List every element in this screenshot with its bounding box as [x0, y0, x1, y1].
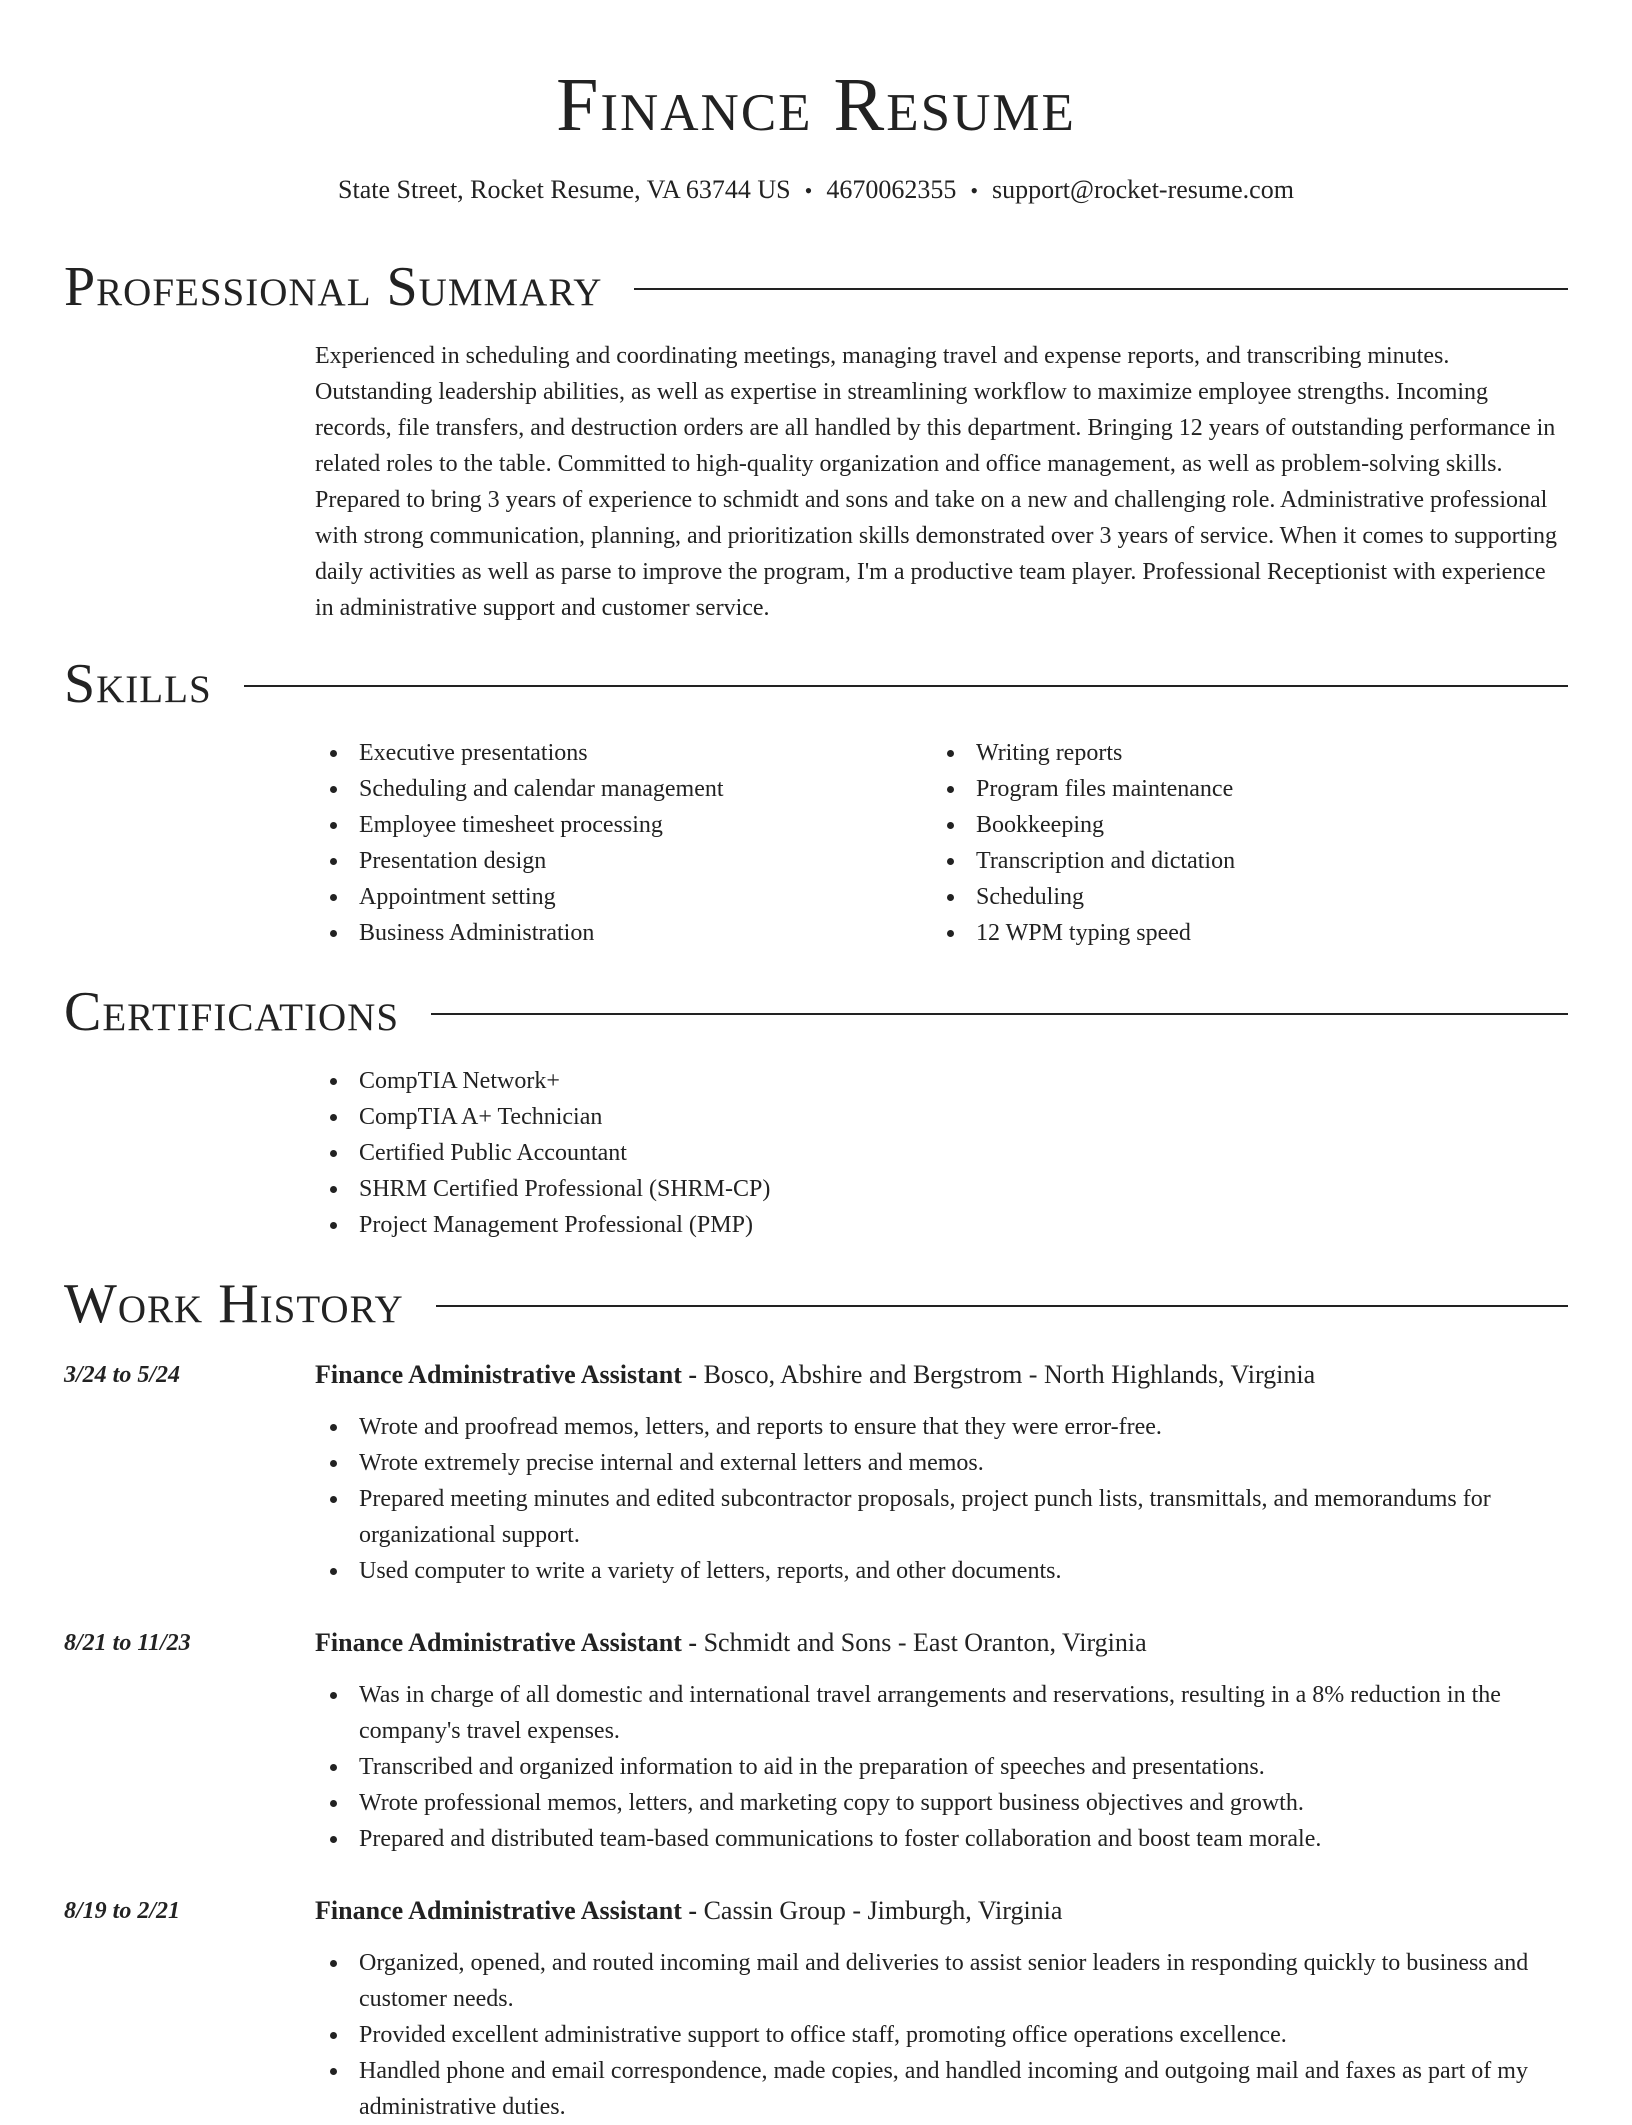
- section-divider: [436, 1305, 1568, 1307]
- section-title: Skills: [64, 653, 212, 715]
- skill-item: Employee timesheet processing: [315, 807, 724, 843]
- certification-item: CompTIA Network+: [315, 1063, 770, 1099]
- job-dash: -: [681, 1628, 704, 1657]
- job-bullet-item: Handled phone and email correspondence, made copies, and handled incoming and outgoing mail and faxes as part of my administrative duties.: [315, 2053, 1570, 2125]
- skill-item: Program files maintenance: [932, 771, 1235, 807]
- contact-address: State Street, Rocket Resume, VA 63744 US: [338, 175, 791, 204]
- skill-item: Bookkeeping: [932, 807, 1235, 843]
- section-divider: [244, 685, 1568, 687]
- section-divider: [634, 288, 1568, 290]
- skill-item: Writing reports: [932, 735, 1235, 771]
- job-bullet-item: Used computer to write a variety of letters, reports, and other documents.: [315, 1553, 1570, 1589]
- skill-item: Appointment setting: [315, 879, 724, 915]
- summary-text: Experienced in scheduling and coordinating meetings, managing travel and expense reports, and transcribing minutes. Outstanding leadership abilities, as well as expertise in streamlining workflow to maximize employee strengths. Incoming records, file transfers, and destruction orders are all handled by this department. Bringing 12 years of outstanding performance in related roles to the table. Committed to high-quality organization and office management, as well as problem-solving skills. Prepared to bring 3 years of experience to schmidt and sons and take on a new and challenging role. Administrative professional with strong communication, planning, and prioritization skills demonstrated over 3 years of service. When it comes to supporting daily activities as well as parse to improve the program, I'm a productive team player. Professional Receptionist with experience in administrative support and customer service.: [315, 343, 1557, 621]
- contact-separator: •: [804, 178, 813, 203]
- skill-item: Transcription and dictation: [932, 843, 1235, 879]
- resume-title: Finance Resume: [556, 63, 1076, 147]
- contact-email: support@rocket-resume.com: [992, 175, 1294, 204]
- certification-item: SHRM Certified Professional (SHRM-CP): [315, 1171, 770, 1207]
- skills-column-right: [932, 735, 1235, 951]
- job-bullet-item: Wrote and proofread memos, letters, and reports to ensure that they were error-free.: [315, 1409, 1570, 1445]
- job-heading: [315, 1625, 1147, 1661]
- skill-item: Scheduling: [932, 879, 1235, 915]
- job-employer: Bosco, Abshire and Bergstrom - North Highlands, Virginia: [703, 1360, 1316, 1389]
- section-title: Certifications: [64, 981, 400, 1043]
- job-bullet-item: Was in charge of all domestic and international travel arrangements and reservations, resulting in a 8% reduction in the company's travel expenses.: [315, 1677, 1570, 1749]
- job-bullet-item: Prepared and distributed team-based communications to foster collaboration and boost team morale.: [315, 1821, 1570, 1857]
- job-bullet-item: Wrote extremely precise internal and external letters and memos.: [315, 1445, 1570, 1481]
- section-divider: [431, 1013, 1568, 1015]
- job-role: Finance Administrative Assistant: [315, 1360, 682, 1389]
- certification-item: Certified Public Accountant: [315, 1135, 770, 1171]
- job-role: Finance Administrative Assistant: [315, 1896, 682, 1925]
- job-bullet-item: Transcribed and organized information to aid in the preparation of speeches and presentations.: [315, 1749, 1570, 1785]
- section-title: Professional Summary: [64, 256, 603, 318]
- job-bullet-item: Prepared meeting minutes and edited subcontractor proposals, project punch lists, transmittals, and memorandums for organizational support.: [315, 1481, 1570, 1553]
- job-heading: [315, 1357, 1315, 1393]
- job-dates: 3/24 to 5/24: [64, 1362, 181, 1388]
- job-heading: [315, 1893, 1062, 1929]
- skill-item: Presentation design: [315, 843, 724, 879]
- job-dash: -: [681, 1896, 704, 1925]
- skill-item: Scheduling and calendar management: [315, 771, 724, 807]
- section-header-skills: [64, 652, 1568, 716]
- job-bullet-item: Provided excellent administrative support to office staff, promoting office operations excellence.: [315, 2017, 1570, 2053]
- certifications-list: [315, 1063, 770, 1243]
- skill-item: 12 WPM typing speed: [932, 915, 1235, 951]
- job-role: Finance Administrative Assistant: [315, 1628, 682, 1657]
- section-header-summary: [64, 255, 1568, 319]
- job-bullets: [315, 1945, 1570, 2125]
- job-bullet-item: Wrote professional memos, letters, and marketing copy to support business objectives and growth.: [315, 1785, 1570, 1821]
- skills-column-left: [315, 735, 724, 951]
- skill-item: Executive presentations: [315, 735, 724, 771]
- job-bullet-item: Organized, opened, and routed incoming mail and deliveries to assist senior leaders in responding quickly to business and customer needs.: [315, 1945, 1570, 2017]
- contact-phone: 4670062355: [826, 175, 957, 204]
- job-dates: 8/19 to 2/21: [64, 1898, 181, 1924]
- job-dash: -: [681, 1360, 704, 1389]
- job-bullets: [315, 1409, 1570, 1589]
- section-header-certifications: [64, 980, 1568, 1044]
- section-title: Work History: [64, 1273, 404, 1335]
- job-employer: Cassin Group - Jimburgh, Virginia: [703, 1896, 1063, 1925]
- job-dates: 8/21 to 11/23: [64, 1630, 191, 1656]
- certification-item: CompTIA A+ Technician: [315, 1099, 770, 1135]
- job-employer: Schmidt and Sons - East Oranton, Virginia: [703, 1628, 1147, 1657]
- section-header-work-history: [64, 1272, 1568, 1336]
- contact-separator: •: [970, 178, 979, 203]
- contact-line: [0, 172, 1632, 209]
- certification-item: Project Management Professional (PMP): [315, 1207, 770, 1243]
- job-bullets: [315, 1677, 1570, 1857]
- skill-item: Business Administration: [315, 915, 724, 951]
